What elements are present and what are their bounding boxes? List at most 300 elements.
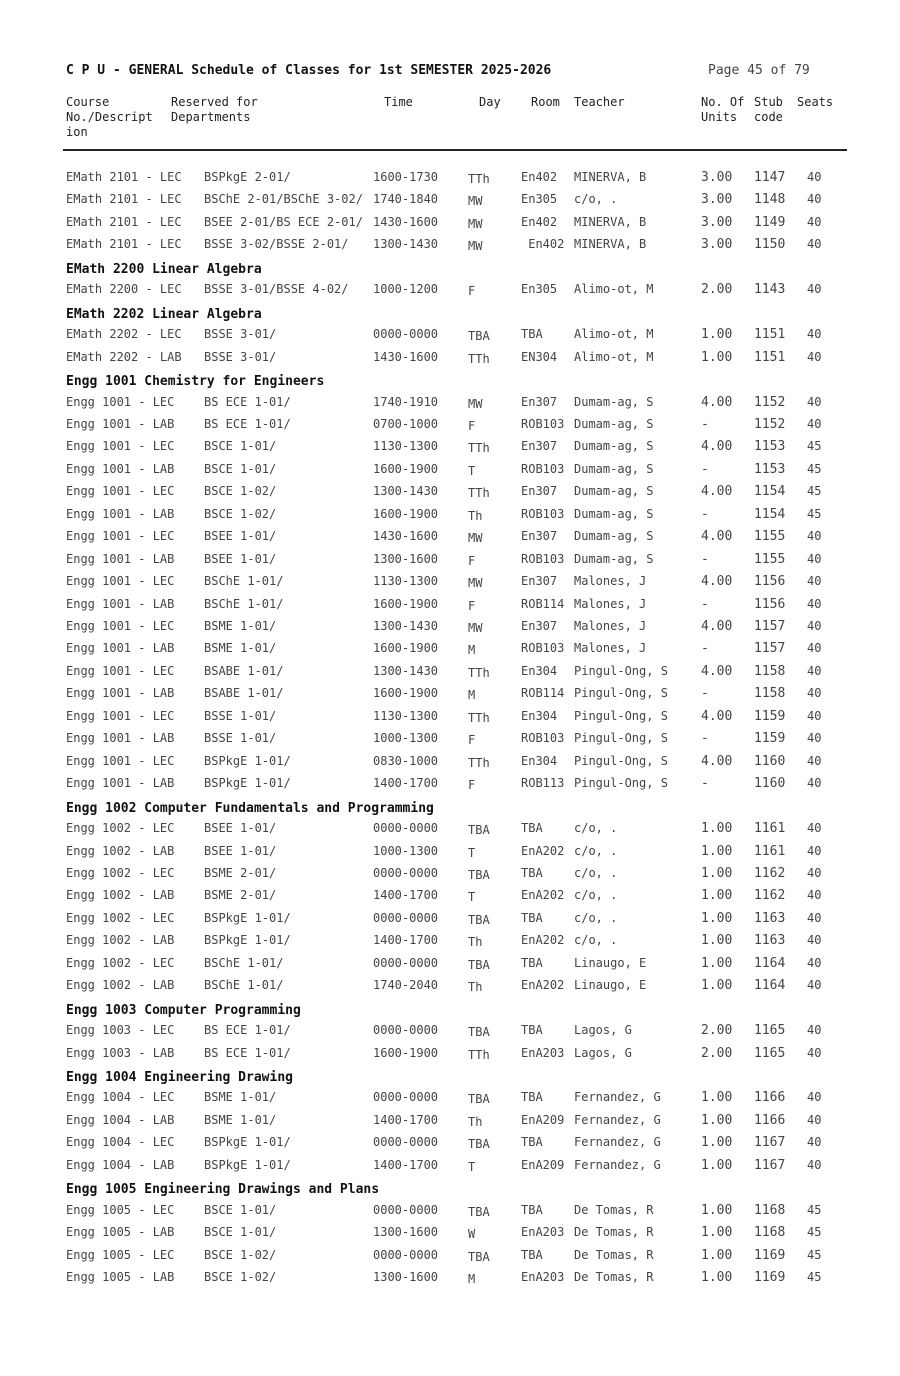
time-cell: 0830-1000: [373, 754, 439, 768]
room-cell: EnA202: [521, 978, 565, 992]
table-row: [0, 192, 900, 214]
stub-code-cell: 1155: [754, 552, 786, 567]
time-cell: 0000-0000: [373, 327, 439, 341]
units-cell: -: [701, 552, 709, 567]
day-cell: TTh: [468, 1048, 490, 1062]
seats-cell: 40: [807, 933, 822, 947]
day-cell: Th: [468, 1115, 483, 1129]
teacher-cell: c/o, .: [574, 192, 618, 206]
room-cell: ROB103: [521, 552, 565, 566]
units-cell: 1.00: [701, 866, 733, 881]
time-cell: 1300-1430: [373, 619, 439, 633]
teacher-cell: Fernandez, G: [574, 1113, 661, 1127]
units-cell: 3.00: [701, 237, 733, 252]
units-cell: 1.00: [701, 1248, 733, 1263]
course-cell: Engg 1004 - LAB: [66, 1158, 175, 1172]
units-cell: 1.00: [701, 844, 733, 859]
day-cell: F: [468, 778, 476, 792]
table-row: [0, 170, 900, 192]
course-cell: Engg 1001 - LAB: [66, 417, 175, 431]
time-cell: 0000-0000: [373, 821, 439, 835]
table-row: [0, 529, 900, 551]
time-cell: 0000-0000: [373, 956, 439, 970]
day-cell: M: [468, 643, 476, 657]
time-cell: 1600-1730: [373, 170, 439, 184]
day-cell: MW: [468, 217, 483, 231]
room-cell: TBA: [521, 866, 543, 880]
table-row: [0, 956, 900, 978]
day-cell: M: [468, 688, 476, 702]
teacher-cell: Malones, J: [574, 619, 647, 633]
seats-cell: 40: [807, 350, 822, 364]
day-cell: TBA: [468, 1137, 490, 1151]
units-cell: 4.00: [701, 395, 733, 410]
table-row: [0, 237, 900, 259]
department-cell: BSEE 1-01/: [204, 552, 277, 566]
room-cell: En307: [521, 619, 558, 633]
units-cell: -: [701, 776, 709, 791]
course-section-heading: [0, 799, 900, 821]
time-cell: 1600-1900: [373, 462, 439, 476]
stub-code-cell: 1147: [754, 170, 786, 185]
course-cell: Engg 1001 - LEC: [66, 754, 175, 768]
course-cell: Engg 1005 - LAB: [66, 1270, 175, 1284]
course-section-heading: [0, 372, 900, 394]
department-cell: BSSE 1-01/: [204, 731, 277, 745]
units-cell: -: [701, 507, 709, 522]
header-units: No. Of Units: [701, 95, 745, 124]
day-cell: F: [468, 599, 476, 613]
teacher-cell: Dumam-ag, S: [574, 529, 654, 543]
room-cell: EnA209: [521, 1158, 565, 1172]
units-cell: 4.00: [701, 529, 733, 544]
table-row: [0, 866, 900, 888]
seats-cell: 40: [807, 1090, 822, 1104]
course-section-heading: [0, 305, 900, 327]
room-cell: EN304: [521, 350, 558, 364]
table-row: [0, 844, 900, 866]
teacher-cell: Pingul-Ong, S: [574, 709, 668, 723]
room-cell: EnA202: [521, 933, 565, 947]
section-title: Engg 1003 Computer Programming: [66, 1003, 301, 1018]
course-cell: Engg 1001 - LAB: [66, 507, 175, 521]
seats-cell: 40: [807, 866, 822, 880]
room-cell: TBA: [521, 911, 543, 925]
time-cell: 1000-1200: [373, 282, 439, 296]
time-cell: 0700-1000: [373, 417, 439, 431]
seats-cell: 40: [807, 1046, 822, 1060]
teacher-cell: MINERVA, B: [574, 237, 647, 251]
course-cell: EMath 2200 - LEC: [66, 282, 182, 296]
course-cell: Engg 1001 - LEC: [66, 619, 175, 633]
seats-cell: 40: [807, 686, 822, 700]
day-cell: T: [468, 1160, 476, 1174]
units-cell: -: [701, 597, 709, 612]
room-cell: TBA: [521, 821, 543, 835]
section-title: EMath 2202 Linear Algebra: [66, 307, 262, 322]
course-section-heading: [0, 1068, 900, 1090]
course-cell: EMath 2101 - LEC: [66, 215, 182, 229]
table-row: [0, 978, 900, 1000]
course-cell: Engg 1002 - LEC: [66, 956, 175, 970]
header-time: Time: [384, 95, 413, 109]
units-cell: 1.00: [701, 327, 733, 342]
course-cell: Engg 1002 - LAB: [66, 888, 175, 902]
room-cell: En307: [521, 529, 558, 543]
teacher-cell: MINERVA, B: [574, 170, 647, 184]
stub-code-cell: 1158: [754, 664, 786, 679]
units-cell: 4.00: [701, 484, 733, 499]
time-cell: 1740-1910: [373, 395, 439, 409]
room-cell: EnA202: [521, 888, 565, 902]
seats-cell: 40: [807, 1158, 822, 1172]
department-cell: BSSE 3-01/BSSE 4-02/: [204, 282, 349, 296]
time-cell: 1600-1900: [373, 686, 439, 700]
table-row: [0, 1248, 900, 1270]
course-cell: Engg 1005 - LAB: [66, 1225, 175, 1239]
course-cell: Engg 1004 - LEC: [66, 1135, 175, 1149]
seats-cell: 40: [807, 956, 822, 970]
seats-cell: 40: [807, 731, 822, 745]
table-row: [0, 1270, 900, 1292]
seats-cell: 40: [807, 417, 822, 431]
room-cell: En305: [521, 282, 558, 296]
department-cell: BSSE 3-01/: [204, 350, 277, 364]
day-cell: MW: [468, 621, 483, 635]
time-cell: 0000-0000: [373, 1203, 439, 1217]
stub-code-cell: 1152: [754, 417, 786, 432]
teacher-cell: c/o, .: [574, 933, 618, 947]
teacher-cell: Malones, J: [574, 641, 647, 655]
room-cell: En307: [521, 439, 558, 453]
course-cell: Engg 1001 - LAB: [66, 552, 175, 566]
table-row: [0, 350, 900, 372]
units-cell: 4.00: [701, 754, 733, 769]
room-cell: En304: [521, 754, 558, 768]
seats-cell: 40: [807, 1135, 822, 1149]
course-cell: Engg 1003 - LEC: [66, 1023, 175, 1037]
stub-code-cell: 1149: [754, 215, 786, 230]
units-cell: 1.00: [701, 888, 733, 903]
course-cell: Engg 1003 - LAB: [66, 1046, 175, 1060]
table-row: [0, 439, 900, 461]
day-cell: T: [468, 464, 476, 478]
room-cell: ROB103: [521, 462, 565, 476]
room-cell: TBA: [521, 956, 543, 970]
teacher-cell: De Tomas, R: [574, 1203, 654, 1217]
table-row: [0, 1225, 900, 1247]
course-cell: Engg 1001 - LAB: [66, 686, 175, 700]
header-day: Day: [479, 95, 501, 109]
department-cell: BSEE 1-01/: [204, 844, 277, 858]
room-cell: TBA: [521, 1135, 543, 1149]
header-room: Room: [531, 95, 560, 109]
day-cell: TTh: [468, 711, 490, 725]
day-cell: TBA: [468, 1250, 490, 1264]
time-cell: 0000-0000: [373, 1135, 439, 1149]
time-cell: 1300-1600: [373, 1225, 439, 1239]
stub-code-cell: 1165: [754, 1046, 786, 1061]
table-row: [0, 574, 900, 596]
teacher-cell: Fernandez, G: [574, 1090, 661, 1104]
stub-code-cell: 1163: [754, 911, 786, 926]
day-cell: F: [468, 733, 476, 747]
teacher-cell: Dumam-ag, S: [574, 507, 654, 521]
table-row: [0, 417, 900, 439]
department-cell: BSPkgE 1-01/: [204, 754, 291, 768]
units-cell: 2.00: [701, 1023, 733, 1038]
time-cell: 0000-0000: [373, 911, 439, 925]
time-cell: 1430-1600: [373, 350, 439, 364]
time-cell: 1400-1700: [373, 933, 439, 947]
room-cell: ROB114: [521, 686, 565, 700]
units-cell: -: [701, 731, 709, 746]
stub-code-cell: 1160: [754, 754, 786, 769]
day-cell: TTh: [468, 441, 490, 455]
seats-cell: 40: [807, 282, 822, 296]
department-cell: BS ECE 1-01/: [204, 395, 291, 409]
department-cell: BSME 1-01/: [204, 1113, 277, 1127]
course-cell: Engg 1005 - LEC: [66, 1248, 175, 1262]
units-cell: 1.00: [701, 350, 733, 365]
department-cell: BSChE 1-01/: [204, 978, 284, 992]
seats-cell: 45: [807, 507, 822, 521]
course-section-heading: [0, 1001, 900, 1023]
table-row: [0, 911, 900, 933]
day-cell: MW: [468, 531, 483, 545]
room-cell: En402: [521, 237, 565, 251]
department-cell: BSME 1-01/: [204, 619, 277, 633]
table-row: [0, 821, 900, 843]
course-cell: Engg 1001 - LEC: [66, 395, 175, 409]
stub-code-cell: 1161: [754, 844, 786, 859]
room-cell: ROB103: [521, 731, 565, 745]
day-cell: TBA: [468, 1205, 490, 1219]
department-cell: BSPkgE 1-01/: [204, 1135, 291, 1149]
department-cell: BSABE 1-01/: [204, 686, 284, 700]
room-cell: EnA209: [521, 1113, 565, 1127]
seats-cell: 40: [807, 327, 822, 341]
room-cell: En402: [521, 170, 558, 184]
header-seats: Seats: [797, 95, 834, 109]
course-cell: EMath 2101 - LEC: [66, 192, 182, 206]
stub-code-cell: 1159: [754, 709, 786, 724]
teacher-cell: Malones, J: [574, 574, 647, 588]
section-title: Engg 1004 Engineering Drawing: [66, 1070, 293, 1085]
stub-code-cell: 1150: [754, 237, 786, 252]
room-cell: ROB103: [521, 507, 565, 521]
units-cell: 3.00: [701, 192, 733, 207]
table-row: [0, 597, 900, 619]
table-row: [0, 1046, 900, 1068]
table-row: [0, 395, 900, 417]
stub-code-cell: 1167: [754, 1135, 786, 1150]
day-cell: MW: [468, 397, 483, 411]
day-cell: T: [468, 846, 476, 860]
department-cell: BSChE 1-01/: [204, 574, 284, 588]
seats-cell: 45: [807, 1225, 822, 1239]
day-cell: M: [468, 1272, 476, 1286]
time-cell: 0000-0000: [373, 1248, 439, 1262]
table-row: [0, 776, 900, 798]
time-cell: 1740-2040: [373, 978, 439, 992]
seats-cell: 40: [807, 597, 822, 611]
day-cell: TTh: [468, 172, 490, 186]
course-cell: Engg 1002 - LEC: [66, 821, 175, 835]
time-cell: 1130-1300: [373, 439, 439, 453]
course-section-heading: [0, 1180, 900, 1202]
stub-code-cell: 1162: [754, 888, 786, 903]
stub-code-cell: 1157: [754, 641, 786, 656]
teacher-cell: Dumam-ag, S: [574, 395, 654, 409]
units-cell: 4.00: [701, 619, 733, 634]
department-cell: BSPkgE 1-01/: [204, 933, 291, 947]
time-cell: 1740-1840: [373, 192, 439, 206]
units-cell: 4.00: [701, 439, 733, 454]
room-cell: En307: [521, 395, 558, 409]
time-cell: 1400-1700: [373, 776, 439, 790]
units-cell: 1.00: [701, 1270, 733, 1285]
room-cell: ROB114: [521, 597, 565, 611]
units-cell: 3.00: [701, 170, 733, 185]
time-cell: 1430-1600: [373, 529, 439, 543]
header-teacher: Teacher: [574, 95, 625, 109]
room-cell: ROB103: [521, 641, 565, 655]
teacher-cell: MINERVA, B: [574, 215, 647, 229]
units-cell: 1.00: [701, 1225, 733, 1240]
table-row: [0, 1135, 900, 1157]
units-cell: 1.00: [701, 956, 733, 971]
day-cell: Th: [468, 509, 483, 523]
department-cell: BSME 1-01/: [204, 1090, 277, 1104]
day-cell: TBA: [468, 823, 490, 837]
teacher-cell: Alimo-ot, M: [574, 327, 654, 341]
course-cell: Engg 1001 - LEC: [66, 439, 175, 453]
day-cell: TTh: [468, 756, 490, 770]
room-cell: En304: [521, 664, 558, 678]
header-course: Course No./Descript ion: [66, 95, 153, 139]
table-row: [0, 1203, 900, 1225]
department-cell: BSCE 1-01/: [204, 1203, 277, 1217]
day-cell: Th: [468, 935, 483, 949]
time-cell: 1300-1430: [373, 484, 439, 498]
section-title: Engg 1001 Chemistry for Engineers: [66, 374, 325, 389]
day-cell: TBA: [468, 913, 490, 927]
department-cell: BSEE 2-01/BS ECE 2-01/: [204, 215, 363, 229]
seats-cell: 40: [807, 709, 822, 723]
table-row: [0, 1090, 900, 1112]
time-cell: 1600-1900: [373, 597, 439, 611]
day-cell: MW: [468, 239, 483, 253]
stub-code-cell: 1161: [754, 821, 786, 836]
stub-code-cell: 1166: [754, 1090, 786, 1105]
room-cell: EnA203: [521, 1046, 565, 1060]
page-number: Page 45 of 79: [708, 63, 810, 78]
course-cell: EMath 2202 - LEC: [66, 327, 182, 341]
room-cell: TBA: [521, 1248, 543, 1262]
course-cell: Engg 1001 - LAB: [66, 597, 175, 611]
stub-code-cell: 1152: [754, 395, 786, 410]
table-row: [0, 215, 900, 237]
day-cell: TBA: [468, 329, 490, 343]
seats-cell: 45: [807, 1270, 822, 1284]
room-cell: TBA: [521, 1203, 543, 1217]
room-cell: ROB113: [521, 776, 565, 790]
department-cell: BS ECE 1-01/: [204, 1046, 291, 1060]
units-cell: -: [701, 462, 709, 477]
teacher-cell: Dumam-ag, S: [574, 439, 654, 453]
course-cell: Engg 1001 - LAB: [66, 776, 175, 790]
teacher-cell: Dumam-ag, S: [574, 552, 654, 566]
course-cell: Engg 1002 - LEC: [66, 866, 175, 880]
time-cell: 0000-0000: [373, 1090, 439, 1104]
day-cell: MW: [468, 576, 483, 590]
seats-cell: 40: [807, 1023, 822, 1037]
seats-cell: 40: [807, 529, 822, 543]
stub-code-cell: 1165: [754, 1023, 786, 1038]
department-cell: BSChE 1-01/: [204, 956, 284, 970]
section-title: Engg 1002 Computer Fundamentals and Programming: [66, 801, 434, 816]
seats-cell: 45: [807, 439, 822, 453]
day-cell: W: [468, 1227, 476, 1241]
seats-cell: 40: [807, 888, 822, 902]
table-row: [0, 552, 900, 574]
units-cell: 4.00: [701, 664, 733, 679]
department-cell: BSCE 1-01/: [204, 462, 277, 476]
teacher-cell: Lagos, G: [574, 1023, 632, 1037]
seats-cell: 40: [807, 776, 822, 790]
teacher-cell: Dumam-ag, S: [574, 484, 654, 498]
course-section-heading: [0, 260, 900, 282]
table-row: [0, 619, 900, 641]
course-cell: Engg 1001 - LEC: [66, 709, 175, 723]
teacher-cell: Dumam-ag, S: [574, 462, 654, 476]
teacher-cell: Linaugo, E: [574, 956, 647, 970]
room-cell: EnA203: [521, 1225, 565, 1239]
table-row: [0, 641, 900, 663]
stub-code-cell: 1166: [754, 1113, 786, 1128]
course-cell: Engg 1001 - LEC: [66, 664, 175, 678]
day-cell: Th: [468, 980, 483, 994]
day-cell: F: [468, 284, 476, 298]
room-cell: TBA: [521, 1023, 543, 1037]
day-cell: TTh: [468, 666, 490, 680]
room-cell: En307: [521, 574, 558, 588]
time-cell: 1000-1300: [373, 844, 439, 858]
day-cell: TBA: [468, 868, 490, 882]
time-cell: 1300-1600: [373, 1270, 439, 1284]
teacher-cell: c/o, .: [574, 866, 618, 880]
course-cell: Engg 1001 - LEC: [66, 529, 175, 543]
room-cell: En307: [521, 484, 558, 498]
teacher-cell: c/o, .: [574, 888, 618, 902]
seats-cell: 40: [807, 170, 822, 184]
course-cell: EMath 2101 - LEC: [66, 237, 182, 251]
time-cell: 1400-1700: [373, 1158, 439, 1172]
time-cell: 1600-1900: [373, 641, 439, 655]
stub-code-cell: 1158: [754, 686, 786, 701]
units-cell: 3.00: [701, 215, 733, 230]
seats-cell: 40: [807, 641, 822, 655]
table-row: [0, 664, 900, 686]
page-title: C P U - GENERAL Schedule of Classes for 1st SEMESTER 2025-2026: [66, 63, 552, 78]
units-cell: 1.00: [701, 978, 733, 993]
time-cell: 0000-0000: [373, 1023, 439, 1037]
room-cell: EnA203: [521, 1270, 565, 1284]
time-cell: 1600-1900: [373, 1046, 439, 1060]
course-cell: Engg 1002 - LAB: [66, 978, 175, 992]
department-cell: BSME 1-01/: [204, 641, 277, 655]
